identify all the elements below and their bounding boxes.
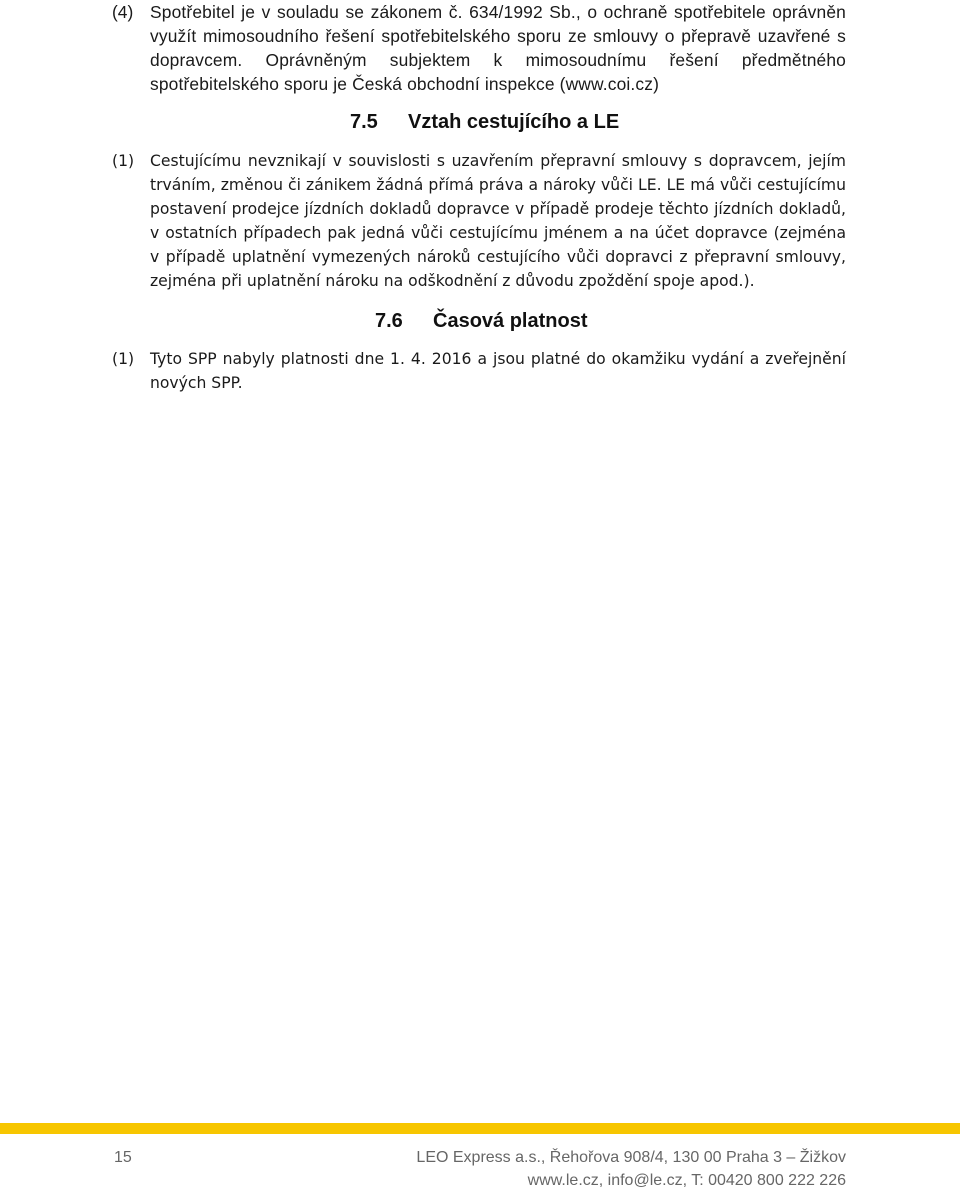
footer-contact-info: www.le.cz, info@le.cz, T: 00420 800 222 226: [527, 1172, 846, 1189]
footer-company-address: LEO Express a.s., Řehořova 908/4, 130 00 Praha 3 – Žižkov: [416, 1149, 846, 1166]
paragraph-7-6-1: [112, 347, 846, 395]
paragraph-text: Cestujícímu nevznikají v souvislosti s uzavřením přepravní smlouvy s dopravcem, jejím trváním, změnou či zánikem žádná přímá práva a nároky vůči LE. LE má vůči cestujícímu postavení prodejce jízdních dokladů dopravce v případě prodeje těchto jízdních dokladů, v ostatních případech pak jedná vůči cestujícímu jménem a na účet dopravce (zejména v případě uplatnění vymezených nároků cestujícího vůči dopravci z přepravní smlouvy, zejména při uplatnění nároku na odškodnění z důvodu zpoždění spoje apod.).: [150, 152, 846, 290]
page-number: 15: [114, 1149, 132, 1166]
paragraph-number: (1): [112, 350, 135, 368]
paragraph-7-5-1: [112, 149, 846, 293]
paragraph-4: [112, 0, 846, 96]
section-title: Vztah cestujícího a LE: [408, 111, 620, 133]
section-number: 7.6: [375, 310, 403, 332]
section-title: Časová platnost: [433, 310, 588, 332]
paragraph-text: Tyto SPP nabyly platnosti dne 1. 4. 2016 a jsou platné do okamžiku vydání a zveřejnění nových SPP.: [150, 350, 846, 392]
section-heading-7-6: [375, 308, 587, 334]
paragraph-number: (1): [112, 152, 135, 170]
footer-accent-bar: [0, 1123, 960, 1134]
section-heading-7-5: [350, 109, 619, 135]
section-number: 7.5: [350, 111, 378, 133]
paragraph-text: Spotřebitel je v souladu se zákonem č. 634/1992 Sb., o ochraně spotřebitele oprávněn využít mimosoudního řešení spotřebitelského sporu ze smlouvy o přepravě uzavřené s dopravcem. Oprávněným subjektem k mimosoudnímu řešení předmětného spotřebitelského sporu je Česká obchodní inspekce (www.coi.cz): [150, 2, 846, 94]
paragraph-number: (4): [112, 2, 134, 22]
